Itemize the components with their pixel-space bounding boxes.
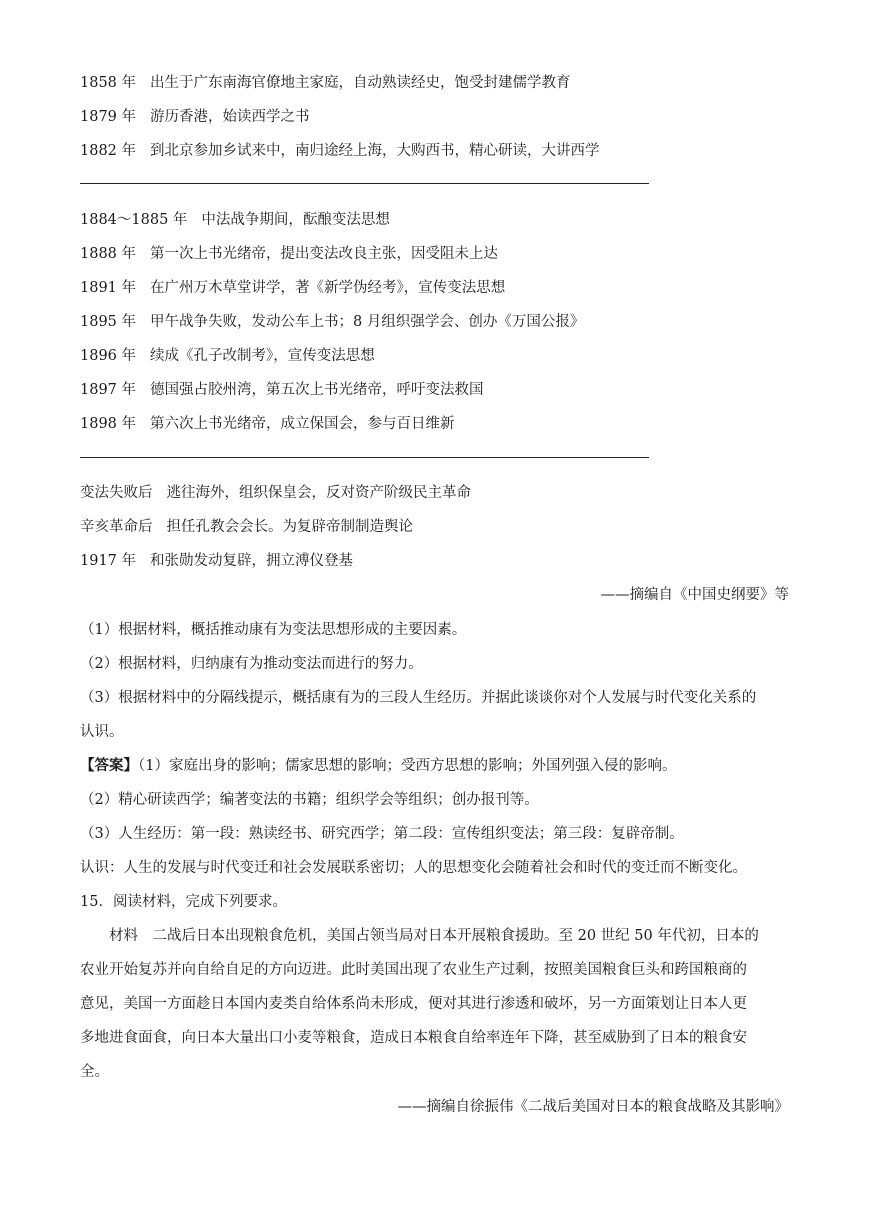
timeline-text: 到北京参加乡试来中，南归途经上海，大购西书，精心研读，大讲西学 xyxy=(150,143,600,159)
timeline-year: 1858 年 xyxy=(80,75,137,91)
question-item: （2）根据材料，归纳康有为推动变法而进行的努力。 xyxy=(80,656,423,672)
timeline-year: 1882 年 xyxy=(80,143,137,159)
timeline-row xyxy=(80,107,310,127)
question-15-title: 15．阅读材料，完成下列要求。 xyxy=(80,894,287,910)
divider-line xyxy=(80,457,649,458)
timeline-row xyxy=(80,244,498,264)
material-line: 农业开始复苏并向自给自足的方向迈进。此时美国出现了农业生产过剩，按照美国粮食巨头和跨国粮商的 xyxy=(80,962,747,978)
timeline-year: 1896 年 xyxy=(80,348,137,364)
question-item: （1）根据材料，概括推动康有为变法思想形成的主要因素。 xyxy=(80,622,467,638)
timeline-year: 1884～1885 年 xyxy=(80,212,188,228)
timeline-text: 第一次上书光绪帝，提出变法改良主张，因受阻未上达 xyxy=(150,246,499,262)
timeline-row xyxy=(80,551,353,571)
timeline-text: 甲午战争失败，发动公车上书；8 月组织强学会、创办《万国公报》 xyxy=(150,314,585,330)
timeline-text: 出生于广东南海官僚地主家庭，自动熟读经史，饱受封建儒学教育 xyxy=(150,75,571,91)
timeline-text: 德国强占胶州湾，第五次上书光绪帝，呼吁变法救国 xyxy=(150,382,484,398)
timeline-row xyxy=(80,380,484,400)
timeline-text: 担任孔教会会长。为复辟帝制制造舆论 xyxy=(166,519,413,535)
timeline-text: 第六次上书光绪帝，成立保国会，参与百日维新 xyxy=(150,416,455,432)
source-citation: ——摘编自徐振伟《二战后美国对日本的粮食战略及其影响》 xyxy=(397,1099,789,1115)
timeline-row xyxy=(80,278,505,298)
question-item: （3）根据材料中的分隔线提示，概括康有为的三段人生经历。并据此谈谈你对个人发展与时代变化关系的 xyxy=(80,690,757,706)
timeline-year: 1891 年 xyxy=(80,280,137,296)
timeline-row xyxy=(80,312,584,332)
timeline-year: 变法失败后 xyxy=(80,485,153,501)
question-item: 认识。 xyxy=(80,724,124,740)
answer-line: （3）人生经历：第一段：熟读经书、研究西学；第二段：宣传组织变法；第三段：复辟帝制。 xyxy=(80,826,684,842)
timeline-year: 1888 年 xyxy=(80,246,137,262)
timeline-row xyxy=(80,73,571,93)
timeline-year: 1895 年 xyxy=(80,314,137,330)
timeline-row xyxy=(80,414,455,434)
answer-line: 认识：人生的发展与时代变迁和社会发展联系密切；人的思想变化会随着社会和时代的变迁而不断变化。 xyxy=(80,860,747,876)
timeline-year: 1898 年 xyxy=(80,416,137,432)
answer-line xyxy=(80,756,676,776)
divider-line xyxy=(80,183,649,184)
timeline-row xyxy=(80,346,375,366)
timeline-text: 游历香港，始读西学之书 xyxy=(150,109,310,125)
timeline-row xyxy=(80,517,413,537)
material-line: 多地进食面食，向日本大量出口小麦等粮食，造成日本粮食自给率连年下降，甚至威胁到了日本的粮食安 xyxy=(80,1030,747,1046)
answer-line: （2）精心研读西学；编著变法的书籍；组织学会等组织；创办报刊等。 xyxy=(80,792,539,808)
timeline-row xyxy=(80,483,471,503)
timeline-text: 中法战争期间，酝酿变法思想 xyxy=(201,212,390,228)
timeline-text: 在广州万木草堂讲学，著《新学伪经考》，宣传变法思想 xyxy=(150,280,506,296)
material-line: 材料 二战后日本出现粮食危机，美国占领当局对日本开展粮食援助。至 20 世纪 50 年代初，日本的 xyxy=(80,928,759,944)
timeline-text: 和张勋发动复辟，拥立溥仪登基 xyxy=(150,553,354,569)
answer-text: （1）家庭出身的影响；儒家思想的影响；受西方思想的影响；外国列强入侵的影响。 xyxy=(138,758,677,774)
timeline-year: 辛亥革命后 xyxy=(80,519,153,535)
timeline-row xyxy=(80,210,390,230)
answer-label: 【答案】 xyxy=(80,757,138,774)
material-line: 意见，美国一方面趁日本国内麦类自给体系尚未形成，便对其进行渗透和破坏，另一方面策划让日本人更 xyxy=(80,996,747,1012)
timeline-year: 1917 年 xyxy=(80,553,137,569)
timeline-year: 1897 年 xyxy=(80,382,137,398)
timeline-text: 续成《孔子改制考》，宣传变法思想 xyxy=(150,348,375,364)
source-citation: ——摘编自《中国史纲要》等 xyxy=(600,587,789,603)
material-line: 全。 xyxy=(80,1064,109,1080)
timeline-row xyxy=(80,141,600,161)
timeline-text: 逃往海外，组织保皇会，反对资产阶级民主革命 xyxy=(166,485,471,501)
timeline-year: 1879 年 xyxy=(80,109,137,125)
